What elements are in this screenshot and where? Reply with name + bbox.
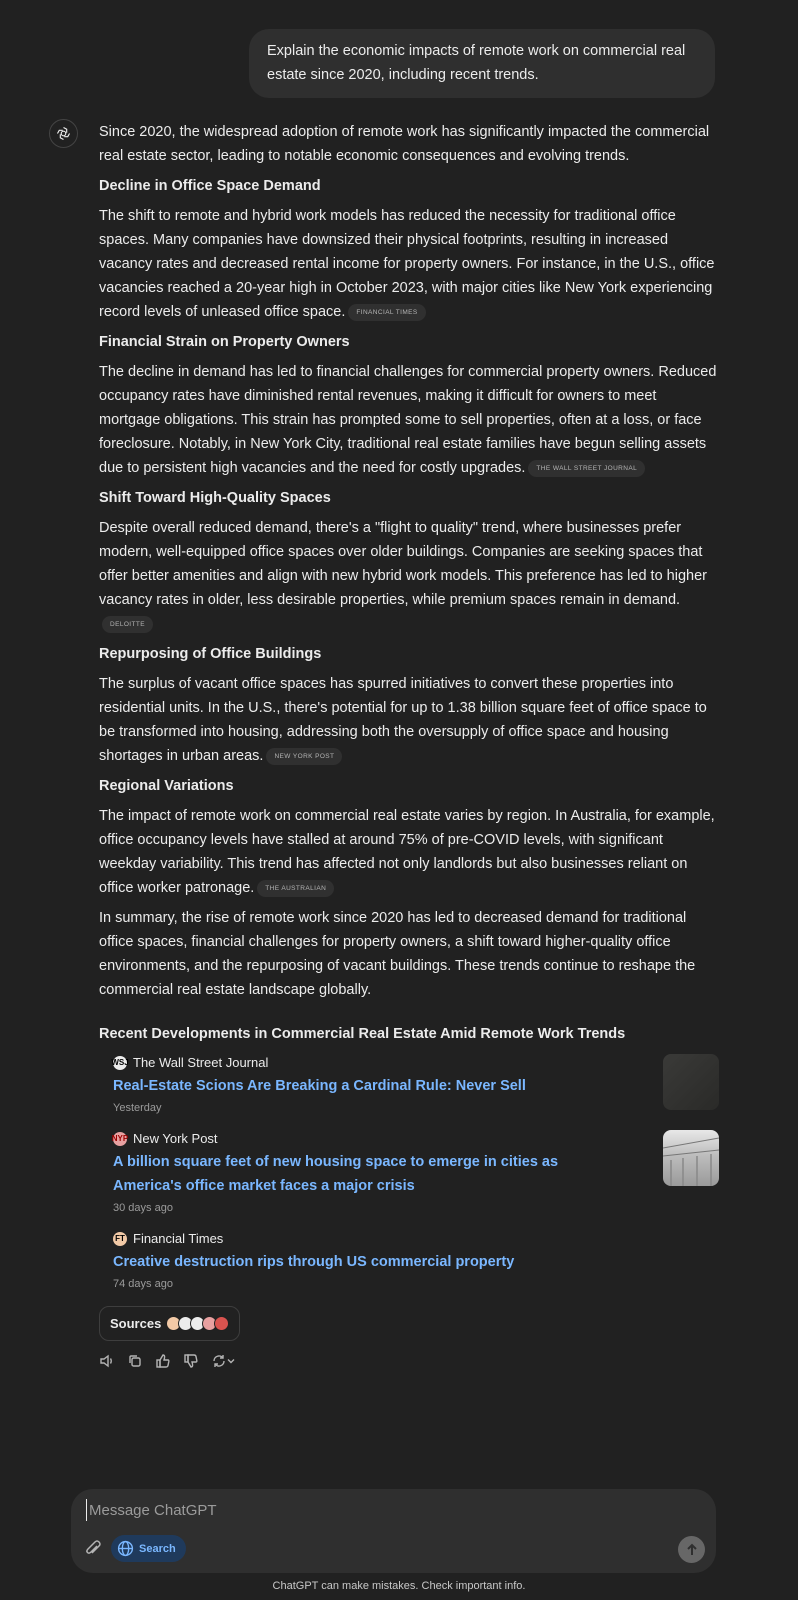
- news-thumbnail[interactable]: [663, 1054, 719, 1110]
- ft-logo-icon: FT: [113, 1232, 127, 1246]
- wsj-logo-icon: WSJ: [113, 1056, 127, 1070]
- source-favicons: [169, 1316, 229, 1331]
- news-source: NYP New York Post: [111, 1131, 218, 1146]
- news-card[interactable]: [99, 1228, 719, 1294]
- the-australian-favicon-icon: [214, 1316, 229, 1331]
- read-aloud-icon[interactable]: [99, 1353, 115, 1369]
- citation-pill[interactable]: THE AUSTRALIAN: [257, 880, 334, 897]
- sources-button[interactable]: Sources: [99, 1306, 240, 1341]
- assistant-answer: [99, 120, 719, 1369]
- paperclip-icon[interactable]: [83, 1537, 103, 1559]
- section-body: The surplus of vacant office spaces has spurred initiatives to convert these properties into residential units. In the U.S., there's potential for up to 1.38 billion square feet of office space to be transformed into housing, addressing both the oversupply of office space and housing shortages in urban areas. NEW YORK POST: [99, 676, 707, 764]
- send-button[interactable]: [678, 1536, 705, 1563]
- office-interior-image: [663, 1130, 719, 1186]
- section-body: The impact of remote work on commercial real estate varies by region. In Australia, for example, office occupancy levels have stalled at around 75% of pre-COVID levels, with significant weekday variability. This trend has affected not only landlords but also businesses reliant on office worker patronage. THE AUSTRALIAN: [99, 808, 715, 896]
- section-heading: Financial Strain on Property Owners: [99, 334, 350, 350]
- news-headline-link[interactable]: Real-Estate Scions Are Breaking a Cardinal Rule: Never Sell: [113, 1078, 526, 1094]
- news-date: 74 days ago: [113, 1278, 173, 1290]
- message-actions: [99, 1353, 719, 1369]
- user-message-text: Explain the economic impacts of remote work on commercial real estate since 2020, including recent trends.: [267, 43, 686, 83]
- section-body: The shift to remote and hybrid work models has reduced the necessity for traditional office spaces. Many companies have downsized their physical footprints, resulting in increased vacancy rates and decreased rental income for property owners. For instance, in the U.S., office vacancies reached a 20-year high in October 2023, with major cities like New York experiencing record levels of unleased office space. FINANCIAL TIMES: [99, 208, 715, 320]
- section-body: Despite overall reduced demand, there's a "flight to quality" trend, where businesses prefer modern, well-equipped office spaces over older buildings. Companies are seeking spaces that offer better amenities and align with new hybrid work models. This preference has led to higher vacancy rates in older, less desirable properties, while premium spaces remain in demand.DELOITTE: [99, 516, 719, 636]
- citation-pill[interactable]: DELOITTE: [102, 616, 153, 633]
- message-input[interactable]: [86, 1499, 586, 1521]
- citation-pill[interactable]: FINANCIAL TIMES: [348, 304, 425, 321]
- nyp-logo-icon: NYP: [113, 1132, 127, 1146]
- arrow-up-icon: [685, 1543, 699, 1557]
- user-message-bubble: [249, 29, 715, 98]
- news-headline-link[interactable]: Creative destruction rips through US commercial property: [113, 1254, 515, 1270]
- section-heading: Shift Toward High-Quality Spaces: [99, 490, 331, 506]
- news-thumbnail[interactable]: [663, 1130, 719, 1186]
- message-composer: [71, 1489, 716, 1573]
- news-card[interactable]: [99, 1128, 719, 1218]
- section-heading: Repurposing of Office Buildings: [99, 646, 322, 662]
- answer-intro: Since 2020, the widespread adoption of remote work has significantly impacted the commercial real estate sector, leading to notable economic consequences and evolving trends.: [99, 124, 710, 164]
- answer-summary: In summary, the rise of remote work since 2020 has led to decreased demand for traditional office spaces, financial challenges for property owners, a shift toward higher-quality office environments, and the repurposing of vacant buildings. These trends continue to reshape the commercial real estate landscape globally.: [99, 910, 696, 998]
- globe-icon: [117, 1540, 134, 1557]
- disclaimer-footer: ChatGPT can make mistakes. Check important info.: [272, 1580, 526, 1592]
- section-body: The decline in demand has led to financial challenges for commercial property owners. Reduced occupancy rates have diminished rental revenues, making it difficult for owners to meet mortgage obligations. This strain has prompted some to sell properties, often at a loss, or face foreclosure. Notably, in New York City, traditional real estate families have begun selling assets due to persistent high vacancies and the need for costly upgrades. THE WALL STREET JOURNAL: [99, 364, 717, 476]
- section-heading: Decline in Office Space Demand: [99, 178, 321, 194]
- news-date: Yesterday: [113, 1102, 162, 1114]
- news-source: FT Financial Times: [113, 1228, 719, 1250]
- regenerate-icon[interactable]: [211, 1353, 237, 1369]
- openai-logo-icon: [55, 125, 72, 142]
- copy-icon[interactable]: [127, 1353, 143, 1369]
- news-date: 30 days ago: [113, 1202, 173, 1214]
- news-headline-link[interactable]: A billion square feet of new housing space to emerge in cities as America's office market faces a major crisis: [113, 1154, 559, 1194]
- citation-pill[interactable]: NEW YORK POST: [266, 748, 342, 765]
- chatgpt-avatar: [49, 119, 78, 148]
- section-heading: Regional Variations: [99, 778, 234, 794]
- news-card[interactable]: [99, 1052, 719, 1118]
- developments-title: Recent Developments in Commercial Real Estate Amid Remote Work Trends: [99, 1026, 626, 1042]
- search-toggle-button[interactable]: Search: [111, 1535, 186, 1562]
- citation-pill[interactable]: THE WALL STREET JOURNAL: [528, 460, 645, 477]
- news-source: WSJ The Wall Street Journal: [111, 1055, 269, 1070]
- thumbs-up-icon[interactable]: [155, 1353, 171, 1369]
- thumbs-down-icon[interactable]: [183, 1353, 199, 1369]
